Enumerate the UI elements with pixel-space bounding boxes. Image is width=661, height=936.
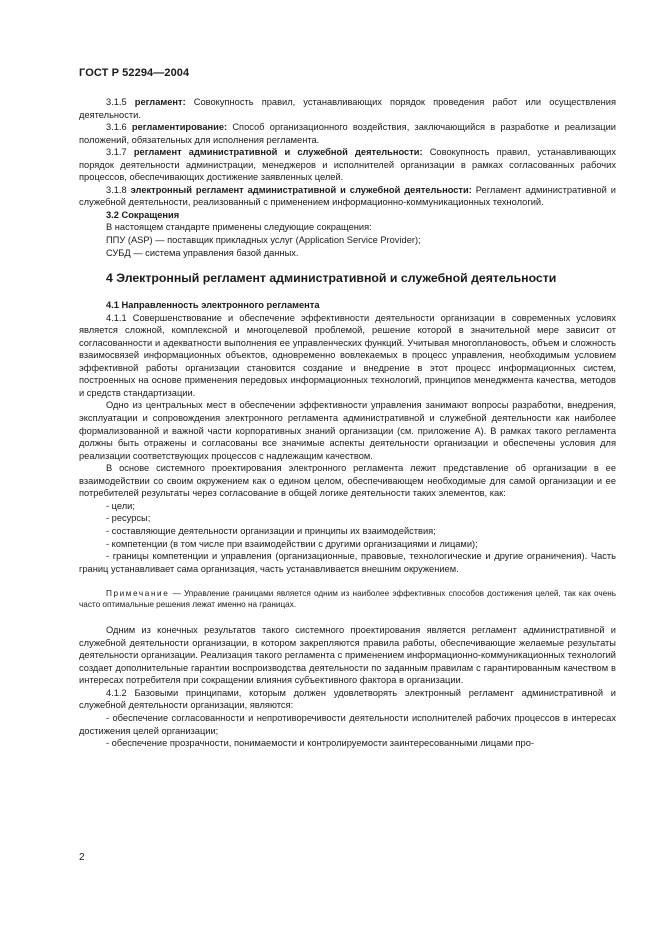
list-item: - ресурсы; (106, 513, 151, 524)
document-body (79, 96, 616, 750)
term: регламент административной и служебной деятельности: (133, 147, 423, 158)
list-item: - обеспечение прозрачности, понимаемости и контролируемости заинтересованными лицами про- (106, 738, 534, 749)
section-4-heading: 4 Электронный регламент административной и служебной деятельности (106, 271, 557, 286)
clause-number: 3.1.6 (106, 122, 127, 133)
clause-number: 3.1.5 (106, 97, 127, 107)
definition-3-1-5 (79, 96, 616, 121)
definition-text: Регламент административной и служебной деятельности, реализованный с применением информационно-коммуникационных технологий. (79, 184, 616, 208)
paragraph-results: Одним из конечных результатов такого системного проектирования является регламент административной и служебной деятельности организации, в котором закрепляются правила работы, обеспечивающие желаемые результаты деятельности организации. Реализация такого регламента с применением информационно-коммуникационных технологий создает дополнительные гарантии воспроизводства деятельности по заданным правилам с гарантированным качеством в интересах потребителя при сокращении влияния субъективного фактора в организации. (79, 625, 616, 686)
definition-text: Способ организационного воздействия, заключающийся в разработке и реализации положений, обязательных для исполнения регламента. (79, 122, 616, 145)
clause-number: 3.1.7 (106, 147, 127, 158)
note-paragraph (79, 588, 616, 610)
paragraph-basis: В основе системного проектирования электронного регламента лежит представление об организации в ее взаимодействии со своим окружением как о едином целом, обеспечивающем необходимые для самой организации и ее потребителей результаты через согласование в общей логике деятельности таких элементов, как: (79, 463, 616, 499)
list-item: - компетенции (в том числе при взаимодействии с другими организациями и лицами); (106, 538, 478, 549)
note-block (79, 588, 616, 610)
list-item: - цели; (106, 500, 135, 511)
subsection-4-1-heading: 4.1 Направленность электронного регламента (106, 300, 320, 311)
list-item: - обеспечение согласованности и непротиворечивости деятельности исполнителей рабочих процессов в интересах достижения целей организации; (79, 712, 616, 736)
paragraph-4-1-1: 4.1.1 Совершенствование и обеспечение эффективности деятельности организации в современных условиях является сложной, комплексной и многоцелевой проблемой, решение которой в значительной мере зависит от согласованности и адекватности выполнения ее управленческих функций. Учитывая многоплановость, объем и сложность взаимосвязей информационных объектов, одновременно вовлекаемых в процесс управления, необходимым условием эффективной работы организации становится создание и внедрение в этот процесс информационных систем, построенных на основе применения передовых информационных технологий, принципов менеджмента качества, методов и средств стандартизации. (79, 312, 616, 398)
abbreviation-ppu: ППУ (ASP) — поставщик прикладных услуг (Application Service Provider); (106, 235, 421, 246)
paragraph-4-1-2: 4.1.2 Базовыми принципами, которым должен удовлетворять электронный регламент административной и служебной деятельности организации, являются: (79, 687, 616, 711)
term: электронный регламент административной и служебной деятельности: (130, 184, 472, 195)
note-text: — Управление границами является одним из наиболее эффективных способов достижения целей, так как очень часто оптимальные решения лежат именно на границах. (79, 589, 616, 610)
definition-3-1-6 (79, 121, 616, 146)
clause-number: 3.1.8 (106, 184, 127, 195)
list-item: - составляющие деятельности организации и принципы их взаимодействия; (106, 525, 436, 536)
term: регламент: (134, 97, 186, 107)
standard-header: ГОСТ Р 52294—2004 (79, 67, 190, 79)
definition-text: Совокупность правил, устанавливающих порядок проведения работ или осуществления деятельности. (79, 97, 616, 120)
definition-text: Совокупность правил, устанавливающих порядок деятельности администрации, менеджеров и исполнителей организации в рамках согласованных рабочих процессов, обеспечивающих достижение заявленных целей. (79, 147, 616, 183)
abbreviations-intro: В настоящем стандарте применены следующие сокращения: (106, 222, 372, 233)
abbreviation-subd: СУБД — система управления базой данных. (106, 247, 299, 258)
page-number: 2 (79, 852, 85, 863)
paragraph-central: Одно из центральных мест в обеспечении эффективности управления занимают вопросы разработки, внедрения, эксплуатации и сопровождения электронного регламента административной и служебной деятельности как наиболее формализованной и важной части корпоративных знаний организации (см. приложение А). В рамках такого регламента должны быть отражены и согласованы все значимые аспекты деятельности организации и обеспечены условия для реализации соответствующих процессов с надлежащим качеством. (79, 400, 616, 461)
term: регламентирование: (131, 122, 228, 133)
definition-3-1-8 (79, 184, 616, 209)
list-item: - границы компетенции и управления (организационные, правовые, технологические и другие ограничения). Часть границ устанавливает сама организация, часть устанавливается внешним окружением. (79, 551, 616, 574)
abbreviations-heading: 3.2 Сокращения (106, 209, 180, 220)
definition-3-1-7 (79, 146, 616, 184)
note-label: Примечание (106, 589, 170, 599)
